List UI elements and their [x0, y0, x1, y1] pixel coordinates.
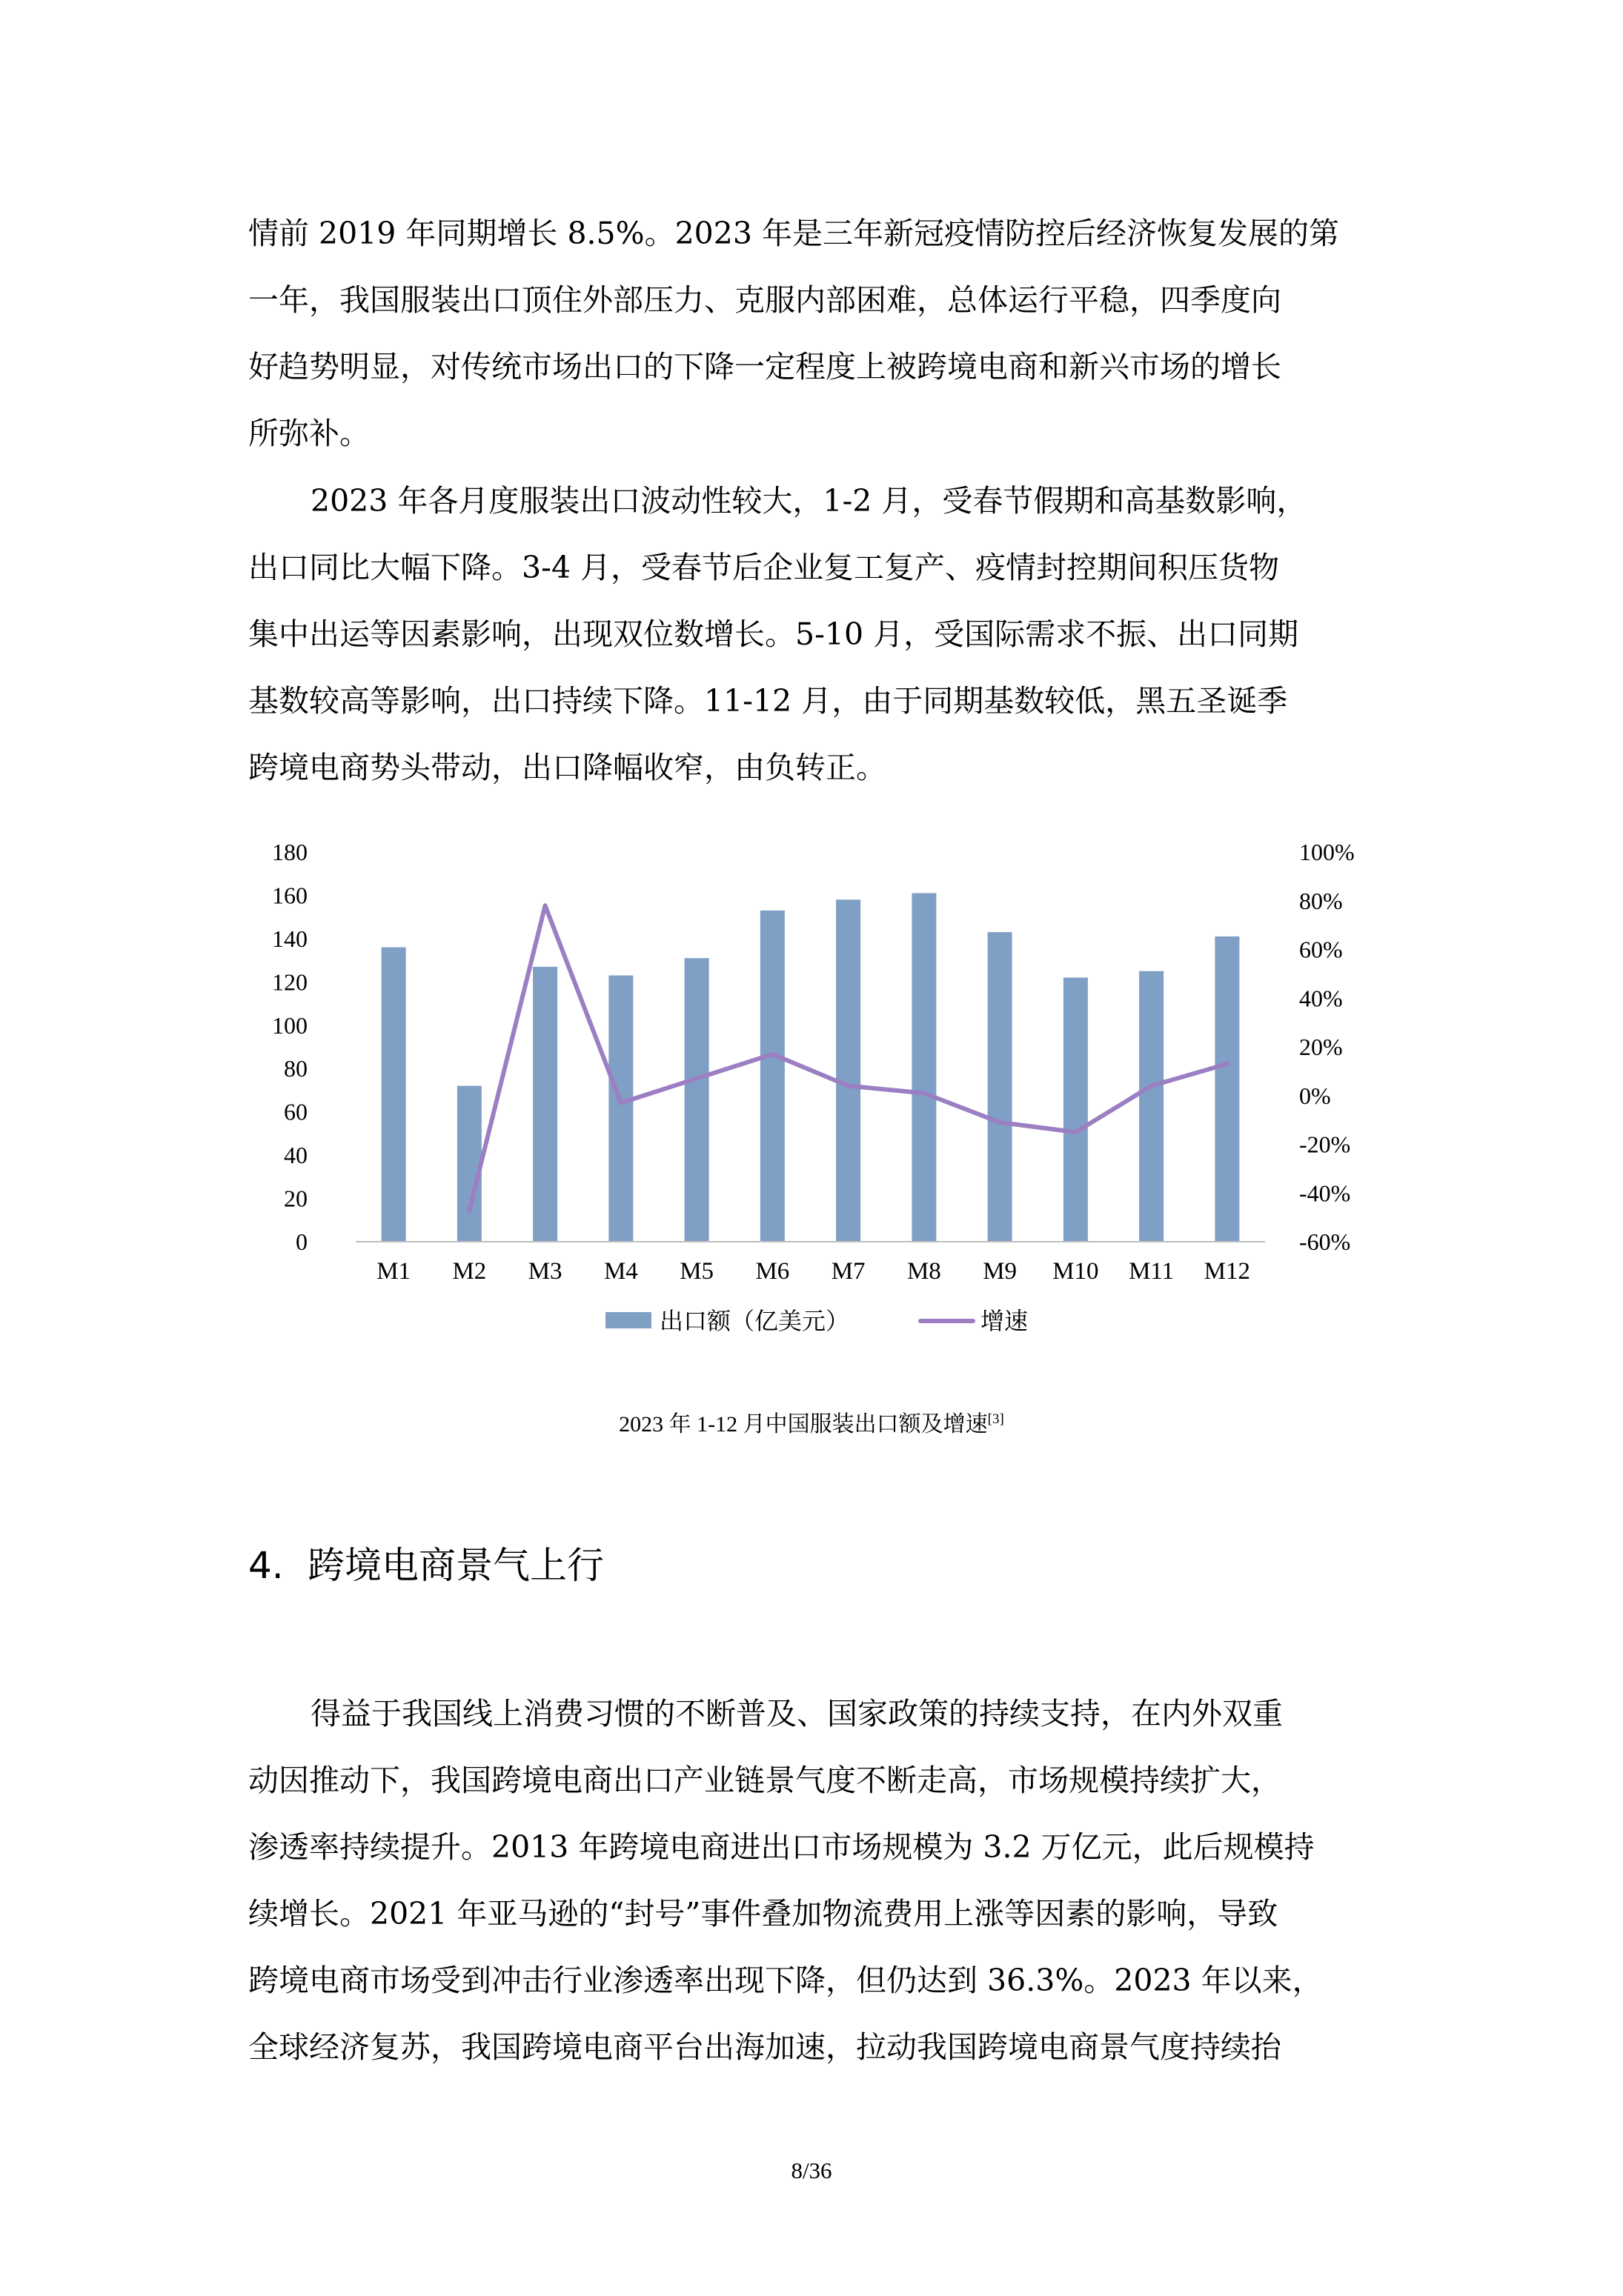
text-line: 动因推动下，我国跨境电商出口产业链景气度不断走高，市场规模持续扩大，: [248, 1763, 1281, 1798]
x-axis-tick-label: M8: [906, 1258, 941, 1285]
chart-caption-ref: [3]: [987, 1411, 1004, 1427]
section-heading: [248, 1540, 604, 1591]
x-axis-tick-label: M3: [528, 1258, 562, 1285]
left-axis-tick-label: 140: [272, 925, 308, 952]
text-line: 所弥补。: [248, 416, 370, 451]
x-axis-tick-label: M12: [1204, 1258, 1251, 1285]
bar: [457, 1086, 482, 1242]
bar: [912, 894, 936, 1242]
left-axis-tick-label: 0: [296, 1228, 308, 1255]
chart-caption-text: 2023 年 1-12 月中国服装出口额及增速: [619, 1412, 988, 1437]
growth-point: [999, 1121, 1001, 1123]
text-line: 出口同比大幅下降。3-4 月，受春节后企业复工复产、疫情封控期间积压货物: [248, 550, 1280, 585]
x-axis-tick-label: M2: [452, 1258, 487, 1285]
export-chart: [248, 822, 1385, 1356]
paragraph-cross-border: [248, 1680, 1385, 2080]
bar: [988, 932, 1012, 1242]
bar: [1139, 971, 1164, 1242]
chart-caption: [0, 1406, 1623, 1438]
right-axis-tick-label: 60%: [1299, 936, 1343, 963]
legend-swatch-bar: [605, 1312, 651, 1328]
right-axis-tick-label: -20%: [1299, 1131, 1351, 1158]
left-axis-tick-label: 40: [284, 1142, 308, 1169]
left-axis-tick-label: 80: [284, 1055, 308, 1082]
right-axis-tick-label: 100%: [1299, 839, 1355, 865]
text-line: 跨境电商市场受到冲击行业渗透率出现下降，但仍达到 36.3%。2023 年以来，: [248, 1963, 1323, 1998]
growth-point: [620, 1102, 622, 1104]
left-axis-tick-label: 160: [272, 882, 308, 909]
growth-point: [1226, 1063, 1228, 1065]
x-axis-tick-label: M10: [1052, 1258, 1099, 1285]
section-title: 跨境电商景气上行: [308, 1544, 604, 1587]
bar: [1063, 977, 1088, 1242]
growth-point: [1075, 1131, 1077, 1134]
x-axis-tick-label: M6: [755, 1258, 790, 1285]
text-line: 2023 年各月度服装出口波动性较大，1-2 月，受春节假期和高基数影响，: [311, 483, 1307, 519]
left-axis-tick-label: 60: [284, 1098, 308, 1125]
right-axis-tick-label: -60%: [1299, 1228, 1351, 1255]
section-number: 4.: [248, 1544, 284, 1587]
bar: [836, 899, 860, 1242]
growth-point: [847, 1085, 849, 1087]
x-axis-tick-label: M7: [831, 1258, 866, 1285]
legend-label-line: 增速: [980, 1308, 1029, 1334]
page-number: 8/36: [791, 2157, 832, 2183]
text-line: 集中出运等因素影响，出现双位数增长。5-10 月，受国际需求不振、出口同期: [248, 616, 1299, 652]
growth-point: [696, 1077, 698, 1079]
growth-point: [1150, 1085, 1152, 1087]
bar: [382, 948, 406, 1242]
bar: [685, 958, 709, 1242]
x-axis-tick-label: M11: [1129, 1258, 1175, 1285]
text-line: 好趋势明显，对传统市场出口的下降一定程度上被跨境电商和新兴市场的增长: [248, 349, 1281, 385]
text-line: 得益于我国线上消费习惯的不断普及、国家政策的持续支持，在内外双重: [311, 1696, 1283, 1731]
text-line: 渗透率持续提升。2013 年跨境电商进出口市场规模为 3.2 万亿元，此后规模持: [248, 1829, 1315, 1865]
x-axis-tick-label: M5: [680, 1258, 714, 1285]
bar: [608, 976, 633, 1242]
right-axis-tick-label: -40%: [1299, 1179, 1351, 1207]
right-axis-tick-label: 40%: [1299, 985, 1343, 1012]
left-axis-tick-label: 20: [284, 1185, 308, 1212]
right-axis-tick-label: 0%: [1299, 1082, 1331, 1109]
text-line: 续增长。2021 年亚马逊的“封号”事件叠加物流费用上涨等因素的影响，导致: [248, 1896, 1278, 1931]
right-axis-tick-label: 20%: [1299, 1034, 1343, 1060]
x-axis-tick-label: M4: [603, 1258, 638, 1285]
x-axis-tick-label: M9: [983, 1258, 1018, 1285]
text-line: 情前 2019 年同期增长 8.5%。2023 年是三年新冠疫情防控后经济恢复发展的第: [248, 216, 1339, 251]
bar: [533, 967, 557, 1242]
text-line: 跨境电商势头带动，出口降幅收窄，由负转正。: [248, 750, 886, 785]
left-axis-tick-label: 180: [272, 839, 308, 865]
left-axis-tick-label: 120: [272, 968, 308, 996]
text-line: 全球经济复苏，我国跨境电商平台出海加速，拉动我国跨境电商景气度持续抬: [248, 2029, 1281, 2065]
growth-point: [468, 1209, 471, 1211]
right-axis-tick-label: 80%: [1299, 887, 1343, 914]
paragraph-intro: [248, 200, 1385, 467]
x-axis-tick-label: M1: [376, 1258, 411, 1285]
paragraph-monthly: [248, 467, 1385, 801]
text-line: 一年，我国服装出口顶住外部压力、克服内部困难，总体运行平稳，四季度向: [248, 282, 1281, 318]
growth-point: [923, 1092, 925, 1094]
bar: [1215, 936, 1239, 1242]
chart-svg: [248, 822, 1385, 1356]
growth-point: [544, 905, 546, 907]
legend-label-bar: 出口额（亿美元）: [660, 1308, 850, 1334]
bar: [760, 911, 785, 1242]
text-line: 基数较高等影响，出口持续下降。11-12 月，由于同期基数较低，黑五圣诞季: [248, 683, 1288, 719]
growth-point: [771, 1053, 774, 1055]
left-axis-tick-label: 100: [272, 1011, 308, 1039]
